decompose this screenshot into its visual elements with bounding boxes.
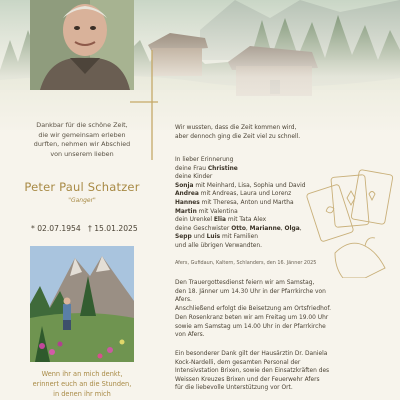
- family-text: deine Geschwister: [175, 225, 232, 232]
- family-name: Otto: [231, 225, 246, 232]
- family-name: Christine: [207, 165, 238, 172]
- family-text: ,: [280, 225, 285, 232]
- family-text: und: [191, 234, 207, 241]
- deceased-name: Peter Paul Schatzer: [24, 180, 140, 194]
- family-text: In lieber Erinnerung: [175, 157, 234, 163]
- place-date: Afers, Gufidaun, Kaltern, Schlanders, den 16. Jänner 2025: [175, 260, 317, 266]
- memory-poem: Wenn ihr an mich denkt, erinnert euch an die Stunden, in denen ihr mich: [32, 370, 132, 398]
- family-name: Sonja: [175, 182, 194, 189]
- family-text: deine Frau: [175, 165, 208, 172]
- family-name: Olga: [284, 225, 300, 232]
- mountain-photo: [30, 246, 134, 362]
- quote-text: Wir wussten, dass die Zeit kommen wird, aber dennoch ging die Zeit viel zu schnell.: [175, 125, 301, 140]
- playing-cards-icon: [305, 158, 400, 278]
- family-name: Hannes: [175, 199, 200, 206]
- family-text: mit Theresa, Anton und Martha: [199, 199, 294, 206]
- family-text: ,: [299, 225, 302, 232]
- family-name: Elia: [213, 217, 226, 224]
- family-text: mit Andreas, Laura und Lorenz: [198, 191, 292, 198]
- family-text: mit Familien: [220, 234, 259, 241]
- family-name: Marianne: [249, 225, 281, 232]
- family-text: mit Valentina: [196, 208, 238, 215]
- family-name: Sepp: [175, 234, 192, 241]
- rosary-info: Den Rosenkranz beten wir am Freitag um 19.00 Uhr sowie am Samstag um 14.00 Uhr in der Pfarrkirche von Afers.: [175, 315, 329, 339]
- family-text: dein Urenkel: [175, 217, 214, 224]
- nickname: "Ganger": [68, 197, 96, 204]
- birth-date: * 02.07.1954: [31, 224, 81, 233]
- portrait-photo: [30, 0, 134, 90]
- family-name: Martin: [175, 208, 197, 215]
- family-text: mit Tata Alex: [225, 217, 267, 224]
- funeral-info: Den Trauergottesdienst feiern wir am Samstag, den 18. Jänner um 14.30 Uhr in der Pfarrkirche von Afers. Anschließend erfolgt die Beisetzung am Ortsfriedhof.: [175, 280, 332, 312]
- family-text: mit Meinhard, Lisa, Sophia und David: [193, 182, 306, 189]
- family-text: ,: [245, 225, 250, 232]
- death-date: † 15.01.2025: [88, 224, 138, 233]
- family-name: Luis: [206, 234, 221, 241]
- acknowledgement-text: Ein besonderer Dank gilt der Hausärztin Dr. Daniela Kock-Nardelli, dem gesamten Personal der Intensivstation Brixen, sowie den Einsatzkräften des Weissen Kreuzes Brixen und der Feuerwehr Afers für die liebevolle Unterstützung vor Ort.: [175, 351, 330, 392]
- family-text: und alle übrigen Verwandten.: [175, 242, 263, 249]
- family-text: deine Kinder: [175, 174, 213, 181]
- thanks-text: Dankbar für die schöne Zeit, die wir gemeinsam erleben durften, nehmen wir Abschied von unserem lieben: [33, 121, 131, 158]
- family-name: Andrea: [175, 191, 199, 198]
